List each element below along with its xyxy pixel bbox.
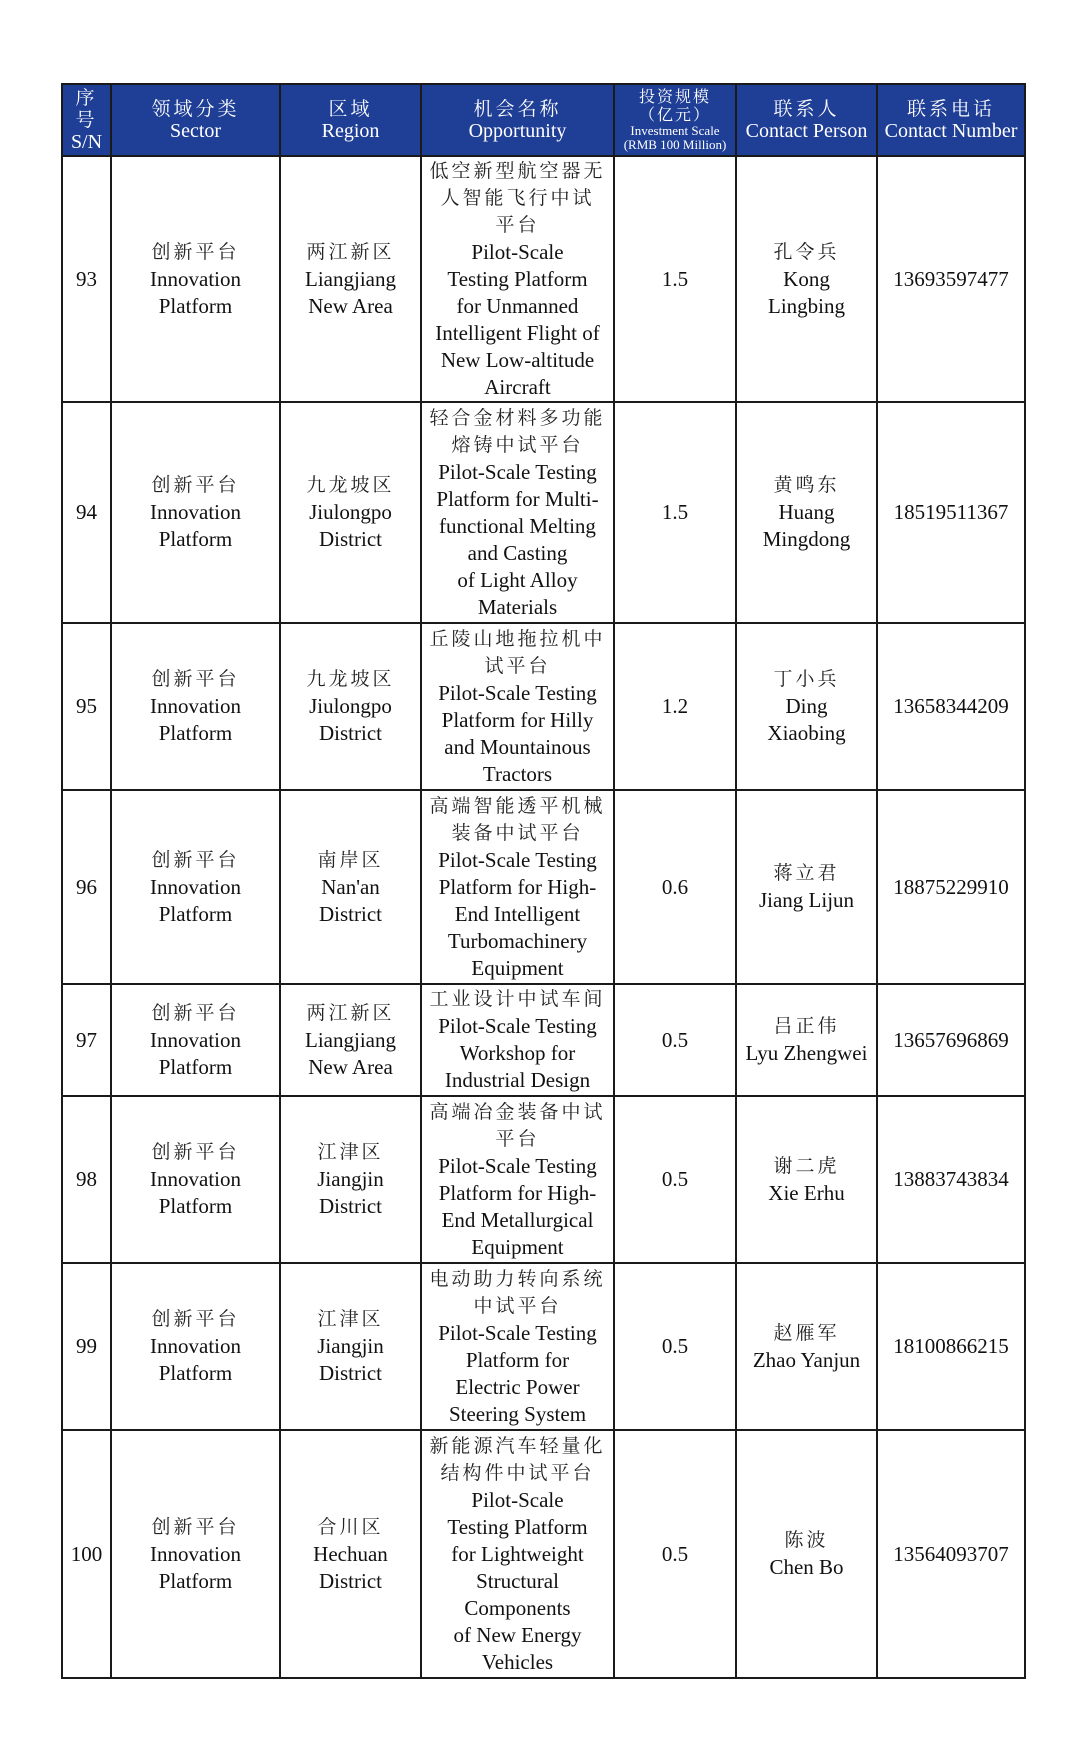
cell-sector (111, 790, 280, 984)
header-row (62, 84, 1025, 156)
opportunity-en: Platform for High- (438, 1180, 597, 1205)
sector-en: Platform (158, 527, 233, 551)
cell-sn: 99 (62, 1263, 111, 1430)
opportunity-en: Industrial Design (444, 1068, 591, 1092)
opportunity-en: Structural (476, 1568, 559, 1593)
person-en: Zhao Yanjun (752, 1347, 861, 1372)
cell-opportunity (421, 623, 614, 790)
region-en: District (319, 527, 382, 551)
opportunity-en: Pilot-Scale Testing (438, 1153, 597, 1178)
opportunity-zh: 电动助力转向系统 (429, 1267, 606, 1290)
header-opportunity (421, 84, 614, 156)
cell-region (280, 402, 421, 623)
cell-sn: 100 (62, 1430, 111, 1678)
cell-region (280, 790, 421, 984)
opportunity-zh: 高端冶金装备中试 (429, 1100, 606, 1123)
cell-opportunity (421, 1430, 614, 1678)
cell-region (280, 1263, 421, 1430)
opportunity-en: Pilot-Scale Testing (438, 1320, 597, 1345)
table-body (62, 156, 1025, 1678)
sector-en: Innovation (150, 500, 241, 524)
cell-contact-number: 13657696869 (877, 984, 1025, 1096)
table-row (62, 984, 1025, 1096)
region-en: District (319, 1361, 382, 1385)
cell-sector (111, 156, 280, 402)
header-contact-number-zh: 联系电话 (906, 98, 995, 120)
opportunity-zh: 人智能飞行中试 (440, 186, 595, 209)
cell-opportunity (421, 984, 614, 1096)
opportunity-zh: 试平台 (484, 654, 551, 677)
sector-en: Innovation (150, 1167, 241, 1191)
opportunity-en: functional Melting (439, 513, 596, 538)
cell-investment: 0.6 (614, 790, 736, 984)
cell-sn: 96 (62, 790, 111, 984)
cell-contact-number: 13564093707 (877, 1430, 1025, 1678)
cell-contact-person (736, 1096, 877, 1263)
cell-contact-person (736, 790, 877, 984)
cell-contact-number: 18875229910 (877, 790, 1025, 984)
header-contact-person-zh: 联系人 (773, 98, 840, 120)
opportunity-zh: 装备中试平台 (451, 821, 584, 844)
opportunity-en: for Lightweight (451, 1541, 584, 1566)
opportunity-zh: 高端智能透平机械 (429, 794, 606, 817)
opportunity-en: Vehicles (481, 1649, 554, 1674)
opportunity-en: Equipment (471, 1234, 564, 1259)
cell-region (280, 1096, 421, 1263)
opportunity-zh: 工业设计中试车间 (429, 988, 606, 1010)
header-contact-number (877, 84, 1025, 156)
opportunity-zh: 熔铸中试平台 (451, 433, 584, 456)
region-zh: 两江新区 (306, 1001, 395, 1024)
cell-contact-person (736, 1430, 877, 1678)
opportunity-zh: 平台 (495, 1127, 540, 1150)
cell-region (280, 984, 421, 1096)
person-en: Xie Erhu (768, 1180, 845, 1205)
cell-contact-number: 13658344209 (877, 623, 1025, 790)
table-row (62, 790, 1025, 984)
table-row (62, 1096, 1025, 1263)
person-zh: 丁小兵 (773, 668, 840, 690)
header-investment-zh-2: （亿元） (638, 105, 711, 124)
sector-en: Platform (158, 1361, 233, 1385)
person-en: Xiaobing (767, 721, 846, 745)
opportunity-en: Materials (477, 594, 558, 619)
cell-region (280, 1430, 421, 1678)
investment-opportunity-table (61, 83, 1026, 1679)
cell-contact-person (736, 984, 877, 1096)
cell-sector (111, 1263, 280, 1430)
cell-contact-person (736, 402, 877, 623)
region-zh: 南岸区 (317, 848, 384, 871)
cell-sn: 98 (62, 1096, 111, 1263)
cell-investment: 1.5 (614, 156, 736, 402)
sector-en: Innovation (150, 1541, 241, 1566)
cell-contact-number: 13883743834 (877, 1096, 1025, 1263)
opportunity-en: Platform for (465, 1347, 570, 1372)
cell-sector (111, 984, 280, 1096)
person-en: Kong (783, 266, 830, 291)
opportunity-en: Pilot-Scale (471, 1487, 564, 1512)
header-investment-zh-1: 投资规模 (638, 87, 711, 106)
table-row (62, 156, 1025, 402)
person-en: Jiang Lijun (758, 888, 855, 912)
cell-investment: 0.5 (614, 984, 736, 1096)
region-en: District (319, 901, 382, 926)
header-contact-person-en: Contact Person (745, 120, 868, 142)
sector-en: Innovation (150, 694, 241, 718)
sector-zh: 创新平台 (151, 1515, 240, 1538)
opportunity-en: Pilot-Scale Testing (438, 1014, 597, 1038)
opportunity-en: Testing Platform (447, 266, 588, 291)
person-en: Lingbing (768, 293, 845, 318)
opportunity-en: Intelligent Flight of (435, 320, 600, 345)
cell-region (280, 156, 421, 402)
person-en: Lyu Zhengwei (745, 1041, 868, 1065)
opportunity-en: Platform for Hilly (441, 707, 594, 732)
header-investment-en-2: (RMB 100 Million) (623, 137, 727, 152)
cell-investment: 0.5 (614, 1096, 736, 1263)
header-opportunity-zh: 机会名称 (473, 98, 562, 120)
header-contact-person (736, 84, 877, 156)
opportunity-en: of New Energy (453, 1622, 582, 1647)
opportunity-zh: 新能源汽车轻量化 (429, 1434, 606, 1457)
region-en: Jiulongpo (309, 500, 392, 524)
person-en: Ding (785, 694, 828, 718)
sector-zh: 创新平台 (151, 848, 240, 871)
opportunity-en: Platform for High- (438, 874, 597, 899)
opportunity-en: and Mountainous (444, 734, 591, 759)
opportunity-en: Components (464, 1595, 571, 1620)
region-en: District (319, 1194, 382, 1218)
person-zh: 赵雁军 (773, 1321, 840, 1344)
region-en: Liangjiang (305, 1027, 396, 1052)
opportunity-en: of Light Alloy (457, 567, 578, 592)
opportunity-en: Pilot-Scale Testing (438, 847, 597, 872)
sector-en: Innovation (150, 1334, 241, 1358)
header-region-zh: 区域 (328, 98, 373, 120)
person-en: Chen Bo (769, 1555, 844, 1579)
sector-zh: 创新平台 (151, 1308, 240, 1330)
sector-en: Platform (158, 901, 233, 926)
opportunity-en: Platform for Multi- (436, 486, 599, 511)
header-sn (62, 84, 111, 156)
header-sn-en: S/N (70, 131, 103, 153)
region-zh: 江津区 (317, 1308, 384, 1330)
cell-sector (111, 623, 280, 790)
cell-contact-person (736, 1263, 877, 1430)
opportunity-en: Electric Power (455, 1374, 580, 1399)
cell-opportunity (421, 790, 614, 984)
opportunity-zh: 丘陵山地拖拉机中 (429, 627, 606, 650)
cell-opportunity (421, 1263, 614, 1430)
header-sector-zh: 领域分类 (151, 98, 240, 120)
cell-region (280, 623, 421, 790)
opportunity-en: Steering System (448, 1401, 587, 1426)
cell-opportunity (421, 1096, 614, 1263)
cell-investment: 1.5 (614, 402, 736, 623)
opportunity-zh: 平台 (495, 213, 540, 236)
cell-contact-person (736, 623, 877, 790)
cell-investment: 0.5 (614, 1263, 736, 1430)
table-row (62, 402, 1025, 623)
cell-contact-number: 18519511367 (877, 402, 1025, 623)
opportunity-en: Pilot-Scale Testing (438, 459, 597, 484)
sector-en: Innovation (150, 874, 241, 899)
header-sn-zh: 序号 (75, 87, 98, 131)
opportunity-en: and Casting (467, 540, 568, 565)
region-zh: 两江新区 (306, 240, 395, 263)
cell-investment: 0.5 (614, 1430, 736, 1678)
region-zh: 九龙坡区 (306, 474, 395, 496)
cell-investment: 1.2 (614, 623, 736, 790)
header-sector-en: Sector (169, 120, 222, 142)
table-row (62, 623, 1025, 790)
opportunity-en: End Intelligent (454, 901, 581, 926)
region-zh: 合川区 (317, 1515, 384, 1538)
cell-opportunity (421, 402, 614, 623)
region-en: Jiulongpo (309, 694, 392, 718)
opportunity-zh: 轻合金材料多功能 (429, 406, 606, 429)
person-zh: 蒋立君 (773, 862, 840, 884)
cell-sn: 97 (62, 984, 111, 1096)
cell-opportunity (421, 156, 614, 402)
header-opportunity-en: Opportunity (468, 120, 567, 142)
region-en: District (319, 721, 382, 745)
table-header (62, 84, 1025, 156)
cell-contact-number: 18100866215 (877, 1263, 1025, 1430)
investment-table-container (61, 83, 1024, 1679)
person-en: Mingdong (762, 527, 851, 551)
region-en: Jiangjin (317, 1167, 384, 1191)
sector-zh: 创新平台 (151, 1141, 240, 1163)
sector-en: Platform (158, 1194, 233, 1218)
sector-zh: 创新平台 (151, 1001, 240, 1024)
sector-zh: 创新平台 (151, 474, 240, 496)
opportunity-en: Pilot-Scale (471, 239, 564, 264)
region-en: Jiangjin (317, 1334, 384, 1358)
person-zh: 黄鸣东 (773, 474, 840, 496)
region-en: Hechuan (313, 1541, 388, 1566)
cell-sector (111, 402, 280, 623)
header-sector (111, 84, 280, 156)
header-region (280, 84, 421, 156)
sector-en: Innovation (150, 266, 241, 291)
opportunity-en: for Unmanned (456, 293, 579, 318)
opportunity-en: Turbomachinery (447, 928, 588, 953)
header-region-en: Region (321, 120, 380, 142)
region-zh: 九龙坡区 (306, 668, 395, 690)
table-row (62, 1430, 1025, 1678)
sector-en: Platform (158, 293, 233, 318)
opportunity-en: New Low-altitude (440, 347, 595, 372)
header-investment (614, 84, 736, 156)
cell-contact-number: 13693597477 (877, 156, 1025, 402)
cell-sn: 93 (62, 156, 111, 402)
opportunity-en: Pilot-Scale Testing (438, 680, 597, 705)
person-zh: 吕正伟 (773, 1015, 840, 1037)
sector-zh: 创新平台 (151, 668, 240, 690)
region-zh: 江津区 (317, 1141, 384, 1163)
region-en: Liangjiang (305, 266, 396, 291)
cell-sn: 95 (62, 623, 111, 790)
cell-sn: 94 (62, 402, 111, 623)
cell-sector (111, 1096, 280, 1263)
header-contact-number-en: Contact Number (884, 120, 1018, 142)
table-row (62, 1263, 1025, 1430)
sector-en: Platform (158, 721, 233, 745)
person-en: Huang (778, 500, 835, 524)
region-en: Nan'an (321, 874, 380, 899)
opportunity-en: Workshop for (459, 1041, 576, 1065)
cell-contact-person (736, 156, 877, 402)
opportunity-zh: 中试平台 (473, 1294, 562, 1317)
cell-sector (111, 1430, 280, 1678)
sector-en: Innovation (150, 1027, 241, 1052)
opportunity-en: Testing Platform (447, 1514, 588, 1539)
person-zh: 谢二虎 (773, 1154, 840, 1177)
region-en: New Area (308, 1054, 393, 1079)
sector-zh: 创新平台 (151, 240, 240, 263)
opportunity-en: Tractors (482, 761, 553, 786)
opportunity-en: End Metallurgical (441, 1207, 594, 1232)
sector-en: Platform (158, 1054, 233, 1079)
region-en: District (319, 1568, 382, 1593)
opportunity-en: Aircraft (484, 374, 551, 399)
opportunity-zh: 结构件中试平台 (440, 1461, 595, 1484)
header-investment-en-1: Investment Scale (630, 123, 720, 138)
opportunity-en: Equipment (471, 955, 564, 980)
person-zh: 陈波 (784, 1529, 829, 1551)
region-en: New Area (308, 293, 393, 318)
sector-en: Platform (158, 1568, 233, 1593)
opportunity-zh: 低空新型航空器无 (429, 159, 606, 182)
person-zh: 孔令兵 (773, 240, 840, 263)
